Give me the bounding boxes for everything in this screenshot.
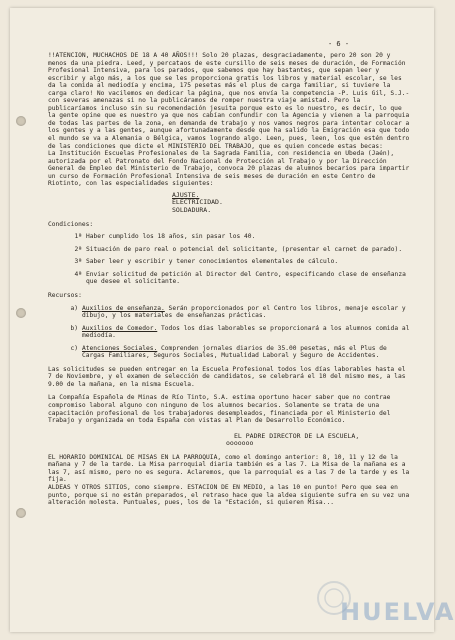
resource-description: Todos los días laborables se proporcionará a los alumnos comida al mediodía. (82, 324, 410, 340)
condition-item (48, 233, 410, 241)
resource-text (82, 305, 410, 320)
punch-hole (16, 116, 26, 126)
signature-text: EL PADRE DIRECTOR DE LA ESCUELA, (234, 431, 360, 440)
resource-text (82, 345, 410, 360)
condition-item (48, 271, 410, 286)
conditions-list (48, 233, 410, 286)
condition-number: 4ª (74, 270, 82, 278)
page-number: - 6 - (328, 40, 350, 48)
document-page (10, 8, 455, 632)
specialty-item: AJUSTE. (172, 190, 200, 199)
condition-text: Situación de paro real o potencial del solicitante, (presentar el carnet de parado). (86, 245, 403, 253)
resource-title: Auxilios de enseñanza. (82, 304, 165, 312)
resource-letter: b) (70, 324, 78, 332)
watermark: HUELVA (340, 598, 455, 626)
institution-paragraph: La Institución Escuelas Profesionales de la Sagrada Familia, con residencia en Ubeda (Jaén), autorizada por el Patronato del Fondo Nacional de Protección al Trabajo y por la Dirección General de Empleo del Ministerio de Trabajo, convoca 20 plazas de alumnos becarios para impartir un curso de Formación Profesional Intensiva de seis meses de duración en este Centro de Riotinto, con las especialidades siguientes: (48, 150, 410, 188)
applications-paragraph: Las solicitudes se pueden entregar en la Escuela Profesional todos los días laborables hasta el 7 de Noviembre, y el examen de selección de candidatos, se celebrará el 10 del mismo mes, a las 9.00 de la mañana, en la misma Escuela. (48, 365, 406, 388)
resource-item (48, 305, 410, 320)
condition-number: 3ª (74, 258, 82, 266)
condition-text: Saber leer y escribir y tener conocimientos elementales de cálculo. (86, 258, 339, 266)
resource-letter: a) (70, 304, 78, 312)
specialty-item: ELECTRICIDAD. (172, 198, 223, 207)
resource-letter: c) (70, 344, 78, 352)
signature-block (226, 431, 410, 448)
specialty-item: SOLDADURA. (172, 206, 212, 215)
conditions-heading: Condiciones: (48, 220, 94, 228)
resource-text (82, 325, 410, 340)
condition-number: 2ª (74, 245, 82, 253)
resource-description: Serán proporcionados por el Centro los libros, menaje escolar y dibujo, y los materiales de enseñanzas prácticas. (82, 304, 406, 320)
intro-paragraph: !!ATENCION, MUCHACHOS DE 18 A 40 AÑOS!!! Solo 20 plazas, desgraciadamente, pero 20 son 20 y menos da una piedra. Leed, y percataos de este cursillo de seis meses de duración, de Formación Profesional Intensiva, para los parados, que sabemos que hay bastantes, que sepan leer y escribir y algo más, a los que se les proporciona gratis los libros y material escolar, se les da la comida al mediodía y encima, 175 pesetas más el plus de carga familiar, si tuviere la carga claro! No vacilemos en dedicar la página, que nos envía la competencia -P. Luis Gil, S.J.- con severas amenazas si no la publicáramos de romper nuestra viaje amistad. Pero la publicaríamos incluso sin su recomendación jesuita porque esto es lo nuestro, es decir, lo que la gente opine que es nuestro ya que nos cabían confundir con la Agencia y vienen a la parroquia de todas las partes de la zona, en demanda de trabajo y nos vamos negros para intentar colocar a los gentes y a las gentes, aunque afortunadamente desde que ha salido la Emigración esa que todo el mundo se va a Alemania o Bélgica, vamos logrando algo. Leen, pues, leen, los que estén dentro de las condiciones que dicte el MINISTERIO DEL TRABAJO, que es quien concede estas becas: (48, 52, 410, 150)
condition-item (48, 258, 410, 266)
company-paragraph: La Compañía Española de Minas de Río Tinto, S.A. estima oportuno hacer saber que no contrae compromiso laboral alguno con ninguno de los alumnos becarios. Solamente se trata de una capacitación profesional de los trabajadores desempleados, financiada por el Ministerio del Trabajo y organizada en toda España con vistas al Plan de Desarrollo Económico. (48, 394, 391, 425)
condition-item (48, 246, 410, 254)
punch-hole (16, 508, 26, 518)
resource-item (48, 325, 410, 340)
resource-title: Auxilios de Comedor. (82, 324, 158, 332)
resources-list (48, 305, 410, 360)
condition-text: Haber cumplido los 18 años, sin pasar los 40. (86, 233, 256, 241)
resource-title: Atenciones Sociales. (82, 344, 158, 352)
villages-paragraph: ALDEAS Y OTROS SITIOS, como siempre. ESTACION DE EN MEDIO, a las 10 en punto! Pero que sea en punto, porque si no están preparados, el retraso hace que la aldea siguiente sufra en su vez una alteración molesta. Puntuales, pues, los de la "Estación, si quieren Misa... (48, 484, 410, 507)
punch-hole (16, 308, 26, 318)
condition-number: 1ª (74, 233, 82, 241)
mass-schedule-paragraph: EL HORARIO DOMINICAL DE MISAS EN LA PARROQUIA, como el domingo anterior: 8, 10, 11 y 12 de la mañana y 7 de la tarde. La Misa parroquial diaria también es a las 7. La Misa de la mañana es a las 7, así mismo, pero no es segura. Aclaremos, que la parroquial es a las 7 de la tarde y es la fija. (48, 453, 410, 484)
specialties-list (172, 192, 410, 215)
document-body (48, 52, 410, 507)
resource-description: Comprenden jornales diarios de 35.00 pesetas, más el Plus de Cargas Familiares, Seguros Sociales, Mutualidad Laboral y Seguro de Accidentes. (82, 344, 387, 360)
condition-text: Enviar solicitud de petición al Director del Centro, especificando clase de enseñanza que desee el solicitante. (86, 270, 406, 286)
resource-item (48, 345, 410, 360)
signature-mark: ooooooo (226, 439, 254, 448)
resources-heading: Recursos: (48, 291, 82, 299)
